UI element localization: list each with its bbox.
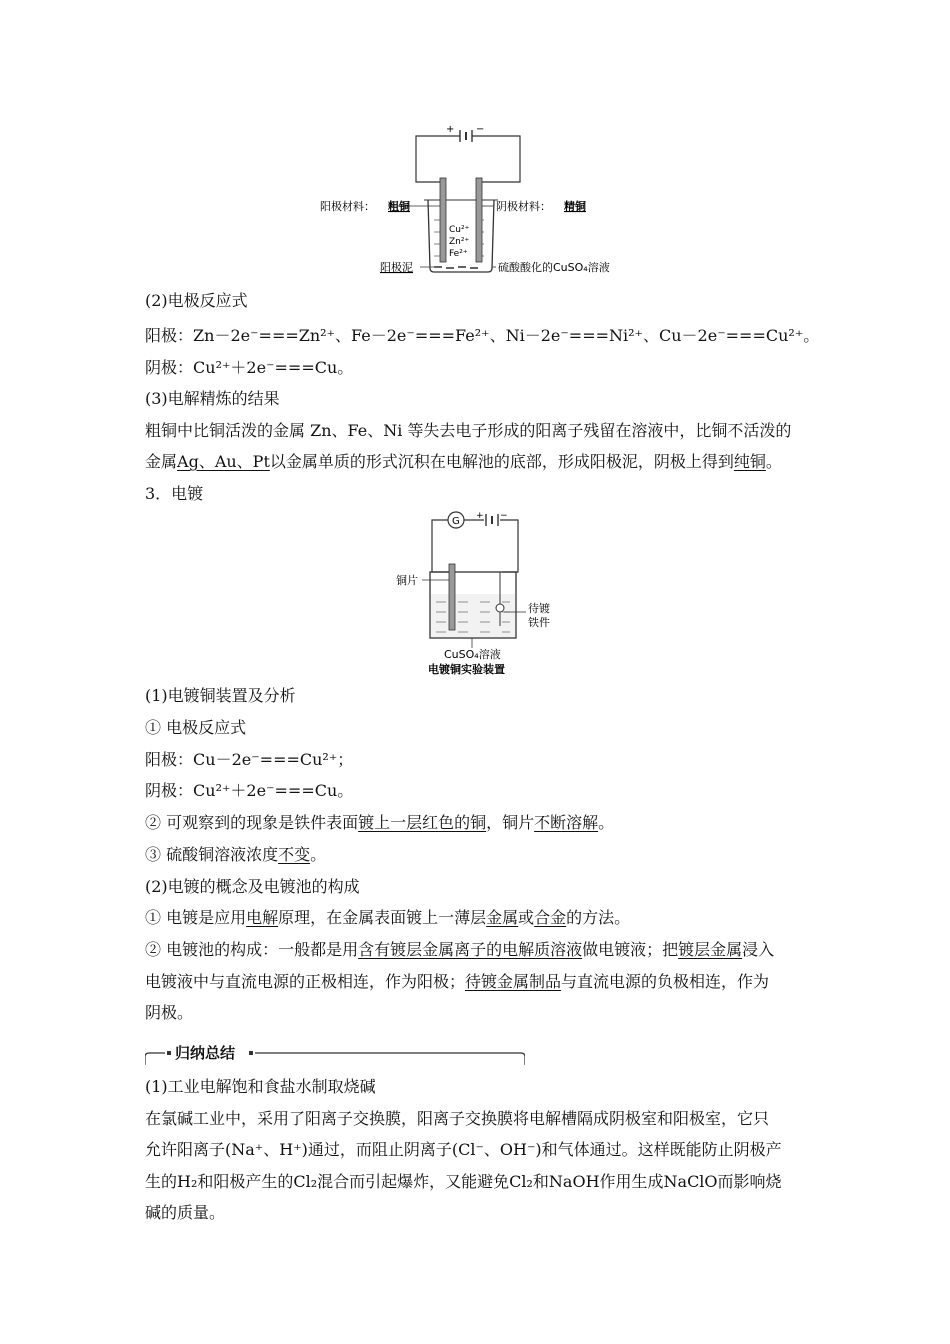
s32-item-2-line-2: 电镀液中与直流电源的正极相连，作为阳极；待镀金属制品与直流电源的负极相连，作为 [145, 972, 770, 991]
s31-item-3: ③ 硫酸铜溶液浓度不变。 [145, 845, 327, 864]
ion-fe: Fe²⁺ [449, 249, 468, 259]
s31-item-2: ② 可观察到的现象是铁件表面镀上一层红色的铜，铜片不断溶解。 [145, 813, 615, 832]
sum1-line-2: 允许阳离子(Na⁺、H⁺)通过，而阻止阴离子(Cl⁻、OH⁻)和气体通过。这样既能防止阴极产 [145, 1140, 782, 1159]
iron-part-icon [496, 604, 504, 612]
electrolytic-refining-diagram [318, 120, 638, 280]
anode-mud-label: 阳极泥 [380, 261, 413, 274]
result-paragraph-line-1: 粗铜中比铜活泼的金属 Zn、Fe、Ni 等失去电子形成的阳离子残留在溶液中，比铜不活泼的 [145, 421, 792, 440]
sum1-line-4: 碱的质量。 [145, 1203, 226, 1222]
s31-anode-line: 阳极：Cu－2e⁻===Cu²⁺； [145, 750, 354, 769]
copper-plate-label: 铜片 [396, 574, 418, 587]
cathode-electrode [476, 178, 482, 262]
solution-label: CuSO₄溶液 [444, 648, 501, 661]
iron-label-2: 铁件 [528, 616, 550, 629]
section-electrode-reactions-title: (2)电极反应式 [145, 291, 248, 310]
cathode-equation: Cu²⁺＋2e⁻===Cu。 [193, 358, 354, 377]
cathode-material-label: 阴极材料： [496, 200, 551, 213]
sum1-title: (1)工业电解饱和食盐水制取烧碱 [145, 1077, 376, 1096]
s32-item-2-line-1: ② 电镀池的构成：一般都是用含有镀层金属离子的电解质溶液做电镀液；把镀层金属浸入 [145, 940, 775, 959]
electroplating-diagram [392, 508, 572, 680]
iron-label-1: 待镀 [528, 602, 550, 615]
s31-title: (1)电镀铜装置及分析 [145, 686, 296, 705]
battery-minus: − [476, 124, 485, 135]
s31-cathode-equation: Cu²⁺＋2e⁻===Cu。 [193, 781, 354, 800]
battery-minus: − [500, 511, 508, 521]
anode-material-label: 阳极材料： [320, 200, 375, 213]
anode-equation-line: 阳极：Zn－2e⁻===Zn²⁺、Fe－2e⁻===Fe²⁺、Ni－2e⁻===Ni²⁺、Cu－2e⁻===Cu²⁺。 [145, 326, 820, 345]
anode-electrode [440, 178, 446, 262]
s32-item-2-line-3: 阴极。 [145, 1003, 194, 1022]
ion-zn: Zn²⁺ [449, 237, 470, 247]
battery-plus: + [446, 124, 455, 135]
cathode-material-value: 精铜 [564, 200, 586, 213]
result-paragraph-line-2: 金属Ag、Au、Pt以金属单质的形式沉积在电解池的底部，形成阳极泥，阴极上得到纯铜。 [145, 452, 782, 471]
sum1-line-3: 生的H₂和阳极产生的Cl₂混合而引起爆炸，又能避免Cl₂和NaOH作用生成NaClO而影响烧 [145, 1172, 782, 1191]
s31-item-1: ① 电极反应式 [145, 718, 247, 737]
section-electroplating-title: 3．电镀 [145, 484, 204, 503]
copper-plate [449, 564, 455, 630]
anode-material-value: 粗铜 [388, 200, 410, 213]
s31-anode-equation: Cu－2e⁻===Cu²⁺； [193, 750, 354, 769]
summary-title: 归纳总结 [175, 1044, 236, 1062]
cathode-equation-line: 阴极：Cu²⁺＋2e⁻===Cu。 [145, 358, 354, 377]
diagram-caption: 电镀铜实验装置 [428, 663, 505, 676]
sum1-line-1: 在氯碱工业中，采用了阳离子交换膜，阳离子交换膜将电解槽隔成阴极室和阳极室，它只 [145, 1109, 770, 1128]
anode-equation: Zn－2e⁻===Zn²⁺、Fe－2e⁻===Fe²⁺、Ni－2e⁻===Ni²⁺、Cu－2e⁻===Cu²⁺。 [193, 326, 820, 345]
s32-title: (2)电镀的概念及电镀池的构成 [145, 877, 360, 896]
ion-cu: Cu²⁺ [449, 225, 470, 235]
s32-item-1: ① 电镀是应用电解原理，在金属表面镀上一薄层金属或合金的方法。 [145, 908, 631, 927]
galvanometer-label: G [452, 516, 460, 527]
s31-cathode-line: 阴极：Cu²⁺＋2e⁻===Cu。 [145, 781, 354, 800]
section-refining-result-title: (3)电解精炼的结果 [145, 389, 280, 408]
battery-plus: + [476, 511, 484, 521]
solution-label: 硫酸酸化的CuSO₄溶液 [498, 261, 610, 274]
